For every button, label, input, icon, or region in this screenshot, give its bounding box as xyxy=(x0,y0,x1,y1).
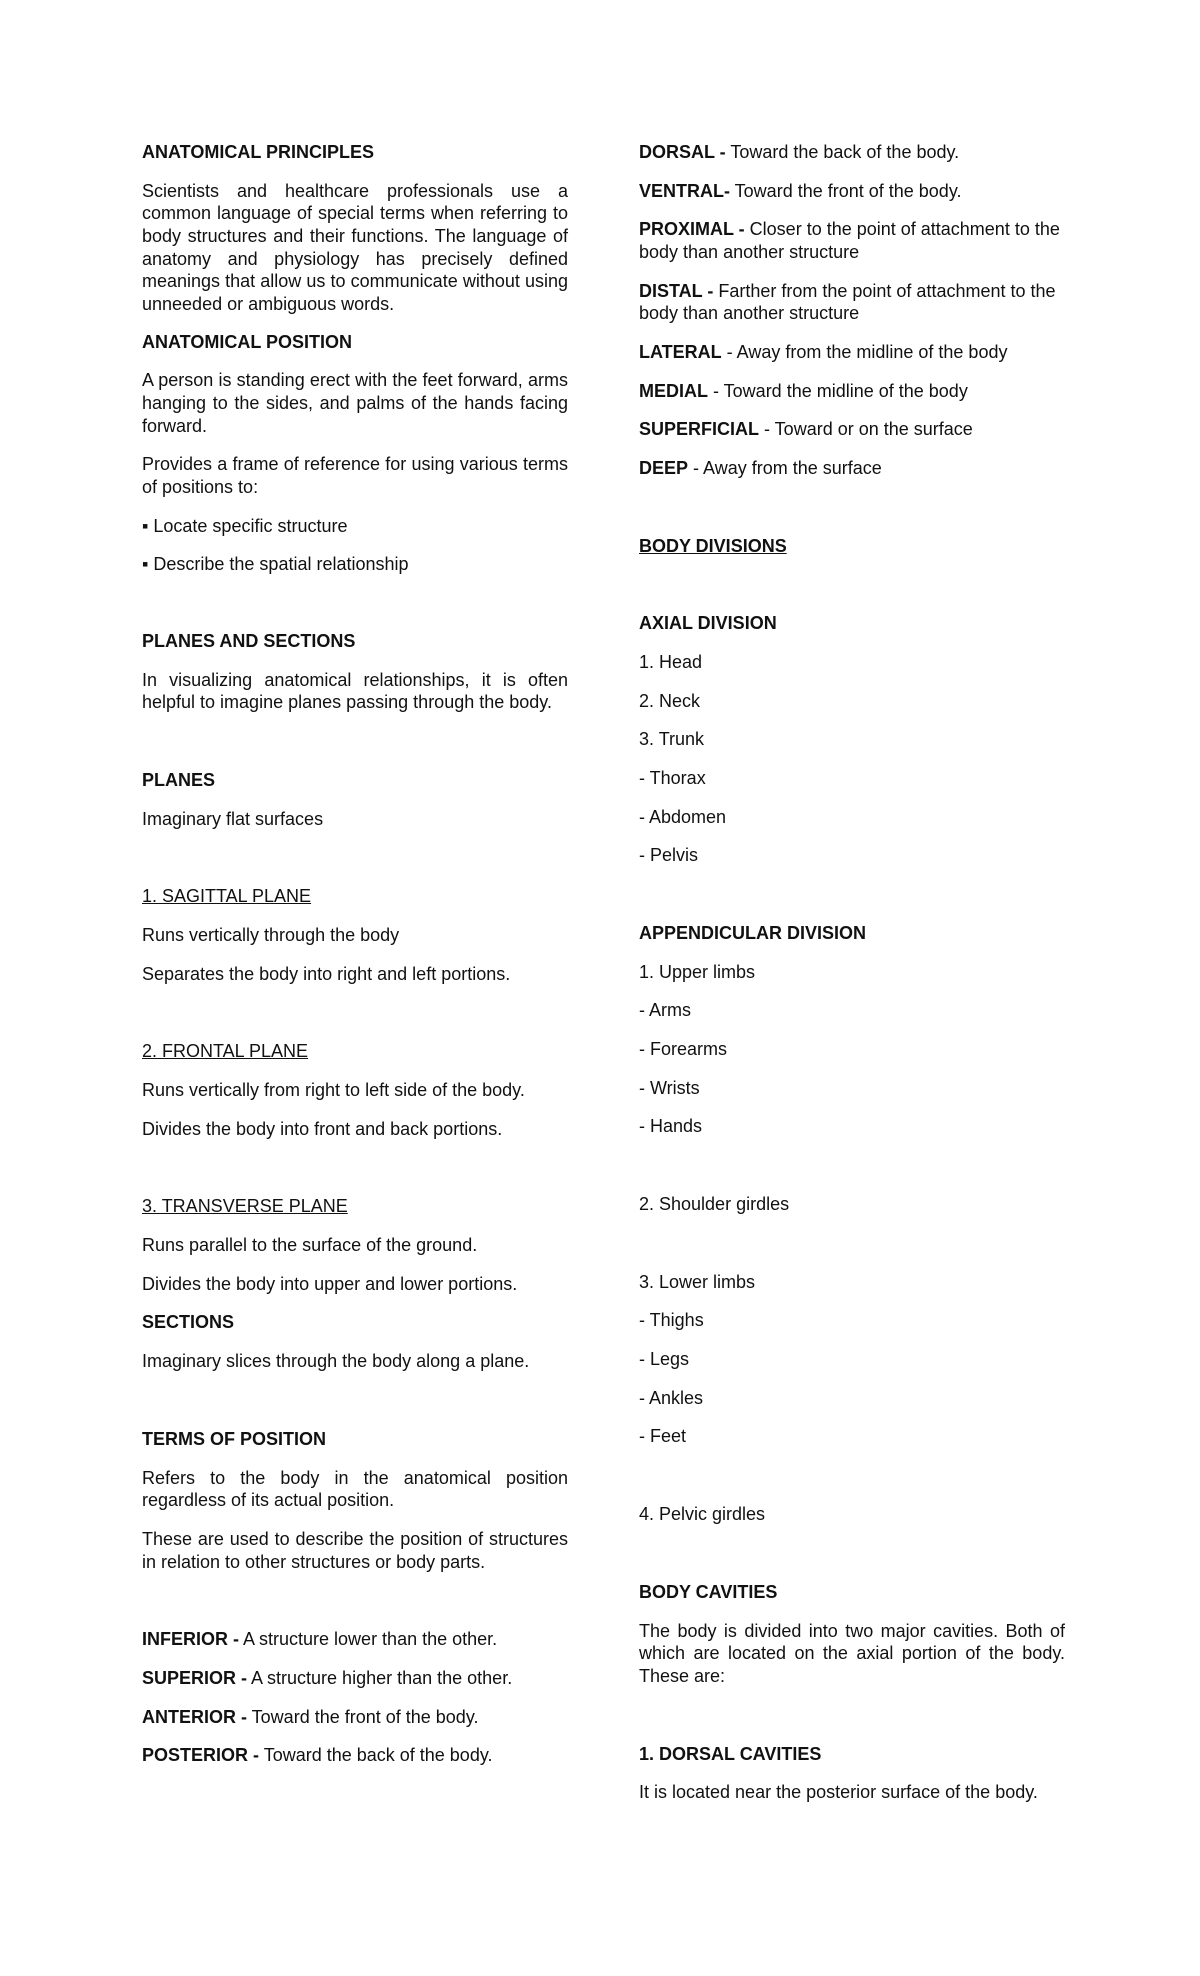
term-definition: - Toward or on the surface xyxy=(759,419,973,440)
heading-sagittal-plane: 1. SAGITTAL PLANE xyxy=(142,886,312,907)
term-definition: Farther from the point of attachment to the body than another structure xyxy=(639,280,1056,324)
paragraph-anatomical-position: A person is standing erect with the feet forward, arms hanging to the sides, and palms of the hands facing forward. xyxy=(142,370,568,436)
term-definition: - Toward the midline of the body xyxy=(708,380,968,401)
term-definition: - Away from the midline of the body xyxy=(721,342,1008,363)
term-dorsal xyxy=(639,141,1065,164)
term-definition: A structure higher than the other. xyxy=(247,1667,513,1688)
term-anterior xyxy=(142,1706,568,1729)
frontal-line-1: Runs vertically from right to left side of the body. xyxy=(142,1080,525,1101)
frontal-line-2: Divides the body into front and back portions. xyxy=(142,1118,503,1139)
term-posterior xyxy=(142,1744,568,1767)
list-item: 1. Upper limbs xyxy=(639,961,756,982)
term-label: VENTRAL- xyxy=(639,180,730,201)
list-item: 2. Neck xyxy=(639,690,701,711)
paragraph-planes: Imaginary flat surfaces xyxy=(142,808,324,829)
list-item: - Thighs xyxy=(639,1310,704,1331)
paragraph-body-cavities: The body is divided into two major cavities. Both of which are located on the axial portion of the body. These are: xyxy=(639,1620,1065,1686)
list-item: - Hands xyxy=(639,1116,703,1137)
list-item: 3. Lower limbs xyxy=(639,1271,756,1292)
term-definition: Toward the front of the body. xyxy=(730,180,962,201)
term-proximal xyxy=(639,218,1065,263)
heading-sections: SECTIONS xyxy=(142,1312,235,1333)
heading-planes: PLANES xyxy=(142,770,216,791)
heading-anatomical-position: ANATOMICAL POSITION xyxy=(142,331,353,352)
heading-planes-and-sections: PLANES AND SECTIONS xyxy=(142,631,356,652)
list-item: - Legs xyxy=(639,1349,690,1370)
heading-axial-division: AXIAL DIVISION xyxy=(639,613,777,634)
list-item: - Thorax xyxy=(639,768,706,789)
heading-terms-of-position: TERMS OF POSITION xyxy=(142,1428,327,1449)
term-label: SUPERIOR - xyxy=(142,1667,248,1688)
bullet-spatial-relationship: ▪ Describe the spatial relationship xyxy=(142,554,409,575)
term-label: POSTERIOR - xyxy=(142,1745,260,1766)
term-inferior xyxy=(142,1628,568,1651)
paragraph-dorsal-cavities: It is located near the posterior surface of the body. xyxy=(639,1782,1038,1803)
term-label: ANTERIOR - xyxy=(142,1706,247,1727)
list-item: - Arms xyxy=(639,1000,691,1021)
heading-frontal-plane: 2. FRONTAL PLANE xyxy=(142,1041,309,1062)
term-label: DISTAL - xyxy=(639,280,714,301)
term-distal xyxy=(639,280,1065,325)
term-definition: Toward the back of the body. xyxy=(259,1745,493,1766)
transverse-line-1: Runs parallel to the surface of the ground. xyxy=(142,1235,478,1256)
list-item: 1. Head xyxy=(639,652,703,673)
term-definition: - Away from the surface xyxy=(688,458,882,479)
term-deep xyxy=(639,457,1065,480)
term-definition: Toward the back of the body. xyxy=(725,142,960,162)
right-column xyxy=(639,141,1065,1804)
heading-dorsal-cavities: 1. DORSAL CAVITIES xyxy=(639,1743,822,1764)
paragraph-planes-and-sections: In visualizing anatomical relationships, it is often helpful to imagine planes passing through the body. xyxy=(142,669,568,713)
term-superficial xyxy=(639,418,1065,441)
transverse-line-2: Divides the body into upper and lower portions. xyxy=(142,1273,518,1294)
term-label: DORSAL - xyxy=(639,142,726,162)
term-definition: A structure lower than the other. xyxy=(239,1629,498,1650)
paragraph-sections: Imaginary slices through the body along a plane. xyxy=(142,1351,530,1372)
term-label: MEDIAL xyxy=(639,380,708,401)
list-item: - Ankles xyxy=(639,1387,704,1408)
paragraph-terms-2: These are used to describe the position of structures in relation to other structures or body parts. xyxy=(142,1528,568,1572)
heading-transverse-plane: 3. TRANSVERSE PLANE xyxy=(142,1196,348,1217)
term-superior xyxy=(142,1667,568,1690)
term-lateral xyxy=(639,341,1065,364)
list-item: - Abdomen xyxy=(639,806,727,827)
term-label: SUPERFICIAL xyxy=(639,419,760,440)
sagittal-line-1: Runs vertically through the body xyxy=(142,925,400,946)
list-item-shoulder-girdles: 2. Shoulder girdles xyxy=(639,1194,790,1215)
list-item: - Feet xyxy=(639,1426,687,1447)
sagittal-line-2: Separates the body into right and left portions. xyxy=(142,963,511,984)
term-ventral xyxy=(639,180,1065,203)
list-item: - Wrists xyxy=(639,1077,700,1098)
term-label: DEEP xyxy=(639,458,689,479)
list-item: - Pelvis xyxy=(639,845,699,866)
term-definition: Closer to the point of attachment to the body than another structure xyxy=(639,219,1060,263)
term-label: LATERAL xyxy=(639,342,722,363)
heading-anatomical-principles: ANATOMICAL PRINCIPLES xyxy=(142,142,375,162)
list-item-pelvic-girdles: 4. Pelvic girdles xyxy=(639,1504,766,1525)
heading-body-cavities: BODY CAVITIES xyxy=(639,1581,778,1602)
heading-body-divisions: BODY DIVISIONS xyxy=(639,535,787,556)
paragraph-terms-1: Refers to the body in the anatomical position regardless of its actual position. xyxy=(142,1467,568,1511)
list-item: - Forearms xyxy=(639,1039,728,1060)
term-definition: Toward the front of the body. xyxy=(247,1706,479,1727)
list-item: 3. Trunk xyxy=(639,729,705,750)
paragraph-anatomical-principles: Scientists and healthcare professionals use a common language of special terms when referring to body structures and their functions. The language of anatomy and physiology has precisely defined meanings that allow us to communicate without using unneeded or ambiguous words. xyxy=(142,180,568,315)
term-label: PROXIMAL - xyxy=(639,219,745,240)
term-medial xyxy=(639,380,1065,403)
term-label: INFERIOR - xyxy=(142,1629,239,1650)
left-column xyxy=(142,141,568,1767)
heading-appendicular-division: APPENDICULAR DIVISION xyxy=(639,923,867,944)
paragraph-frame-of-reference: Provides a frame of reference for using various terms of positions to: xyxy=(142,454,568,498)
bullet-locate-structure: ▪ Locate specific structure xyxy=(142,515,348,536)
